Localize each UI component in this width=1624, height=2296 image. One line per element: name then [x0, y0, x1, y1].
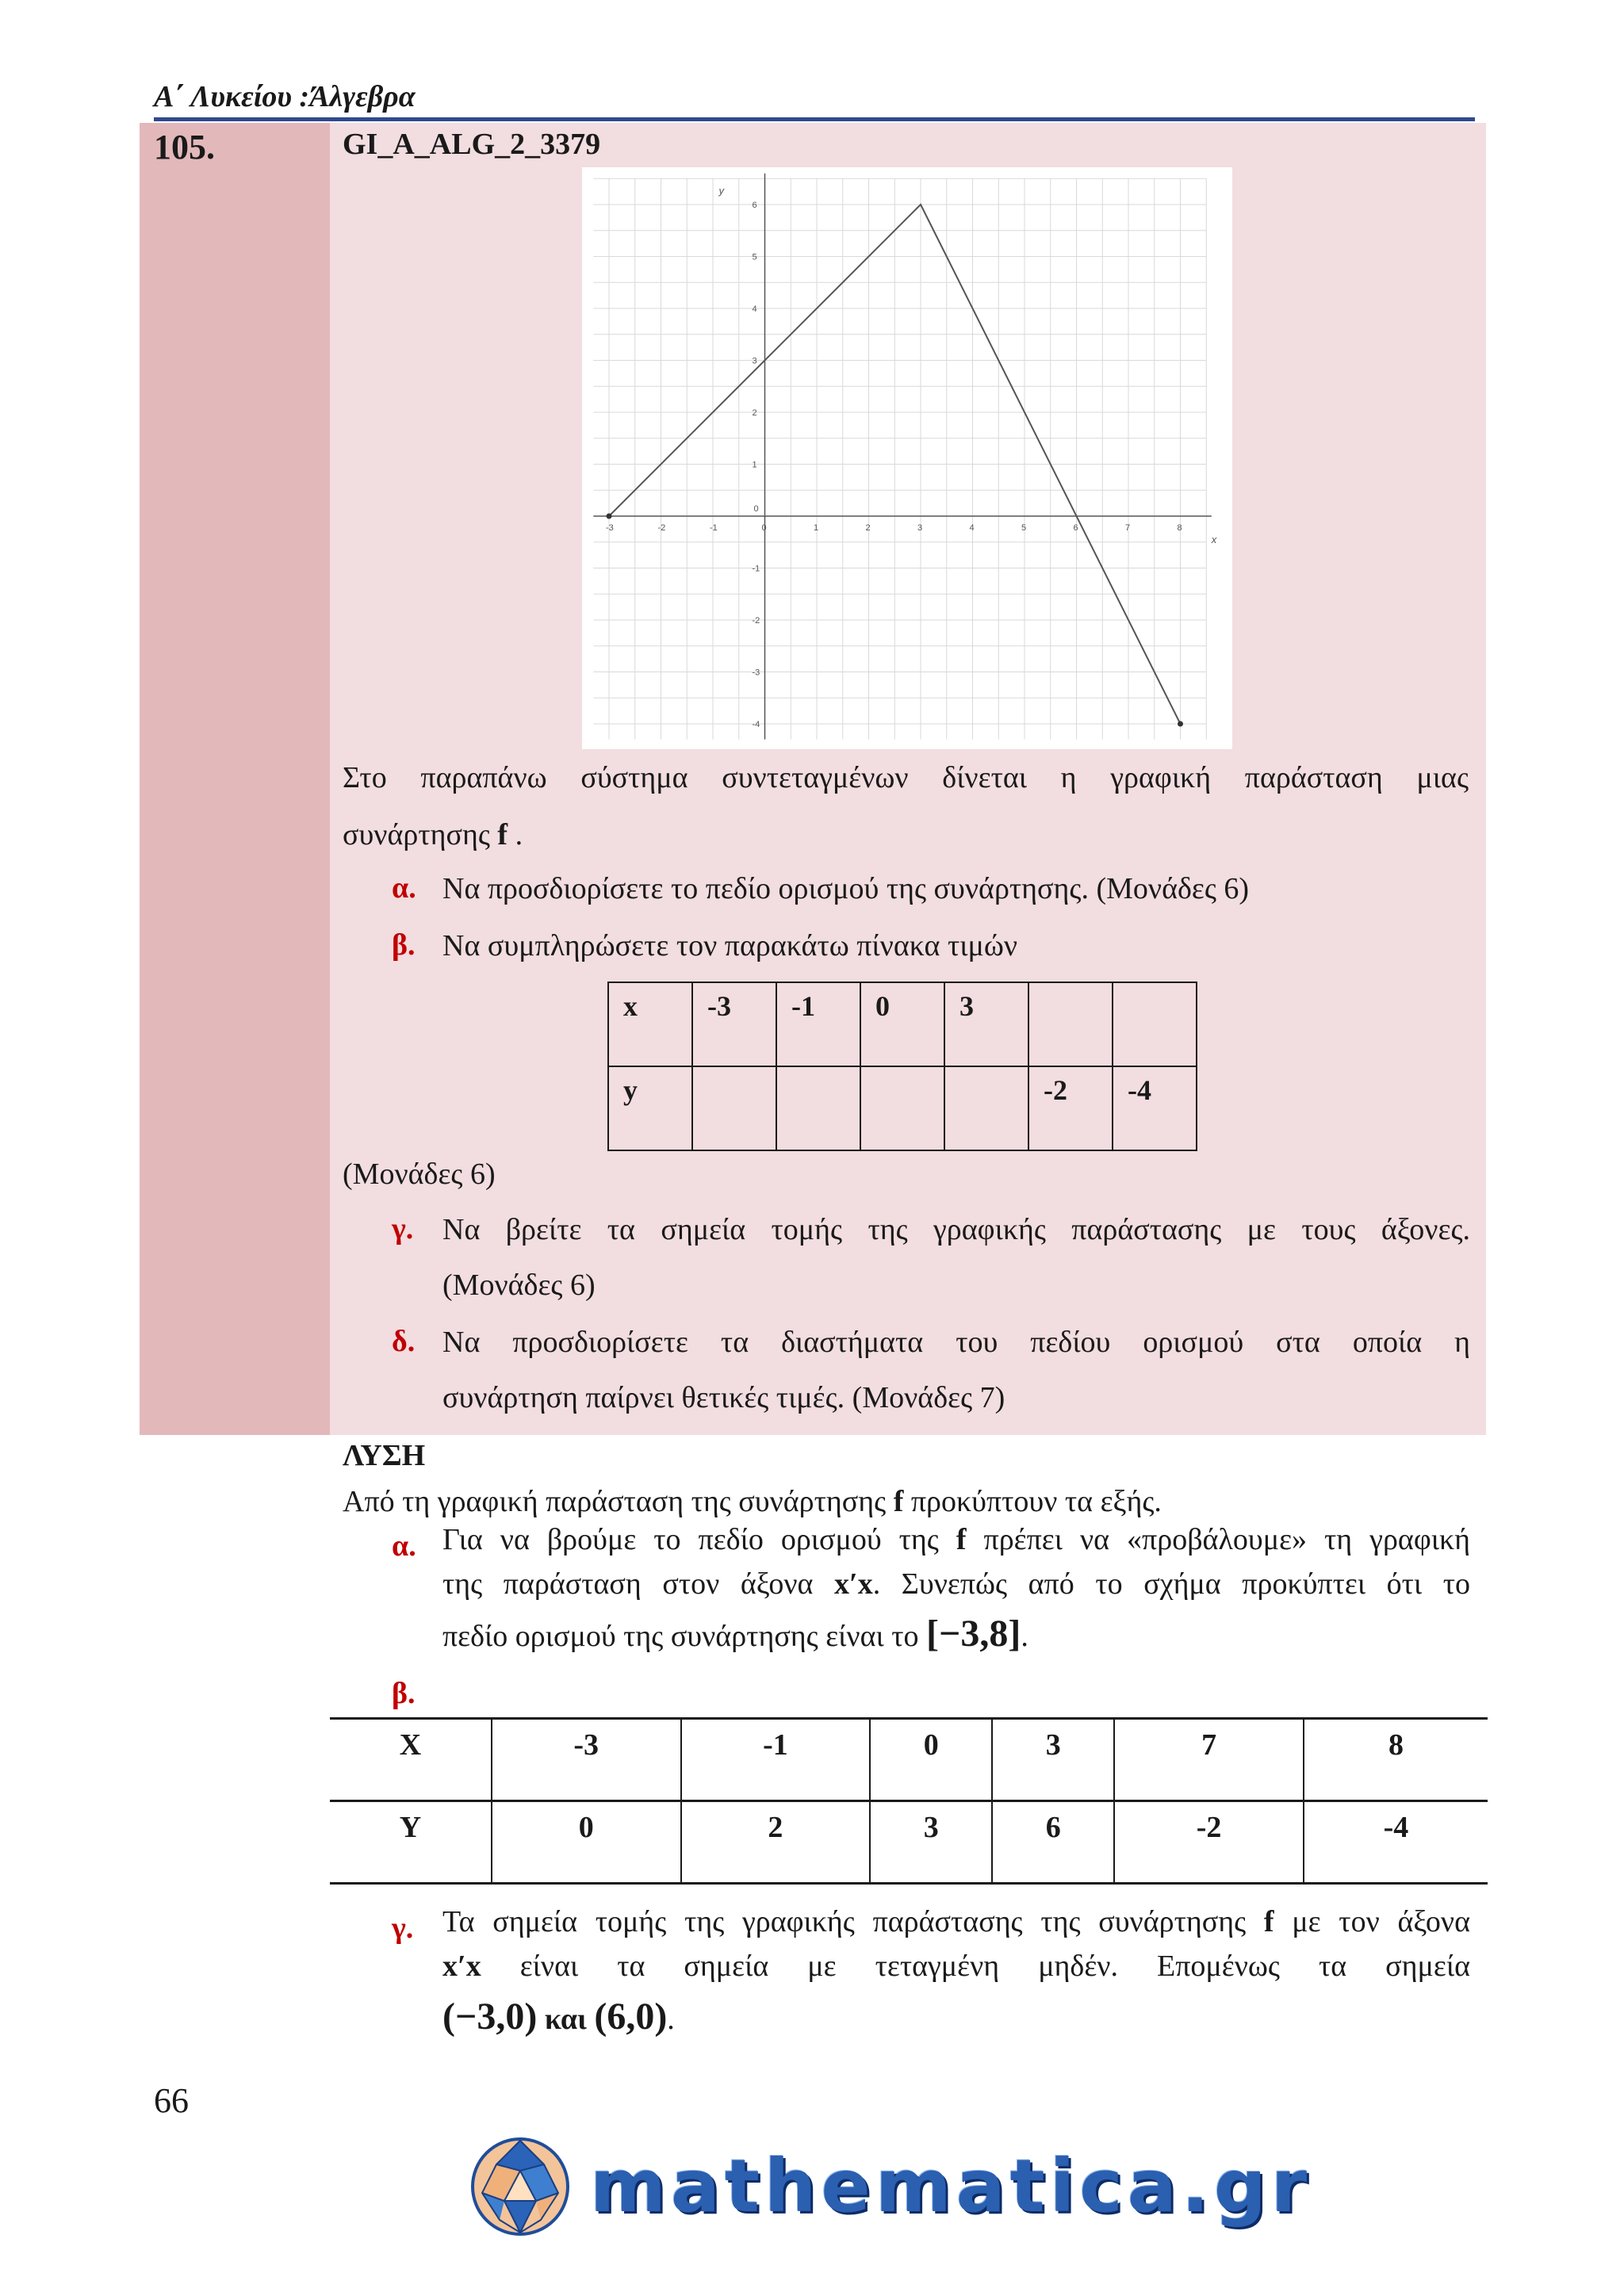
text-part: με τον άξονα [1274, 1905, 1471, 1938]
x-tick-label: -2 [657, 523, 666, 533]
question-a-text: Να προσδιορίσετε το πεδίο ορισμού της συνάρτησης. (Μονάδες 6) [442, 872, 1250, 905]
y-tick-label: 2 [752, 408, 757, 418]
problem-number: 105. [154, 128, 215, 166]
mathematica-logo [465, 2128, 1312, 2247]
table-cell: 0 [870, 1719, 992, 1801]
solution-b-label: β. [392, 1677, 416, 1710]
page-number: 66 [154, 2081, 189, 2120]
x-axis-label: x [1211, 534, 1217, 545]
problem-number-column [140, 123, 330, 1435]
table-cell [944, 1066, 1028, 1150]
table-cell: -4 [1113, 1066, 1197, 1150]
table-cell: y [608, 1066, 692, 1150]
x-tick-label: 8 [1177, 523, 1182, 533]
x-tick-label: 3 [917, 523, 923, 533]
solution-c-line3 [442, 1988, 1470, 2048]
x-tick-label: 1 [814, 523, 819, 533]
table-cell: 7 [1114, 1719, 1304, 1801]
table-cell: 3 [992, 1719, 1114, 1801]
axis-symbol: x′x [834, 1567, 873, 1601]
text-part: της παράσταση στον άξονα [442, 1567, 834, 1601]
function-symbol: f [956, 1523, 967, 1556]
table-cell: X [330, 1719, 492, 1801]
intro-line-2 [343, 818, 523, 851]
table-cell [860, 1066, 944, 1150]
solution-title: ΛΥΣΗ [343, 1439, 426, 1472]
table-cell: -1 [776, 982, 860, 1066]
intersection-point: (6,0) [594, 1996, 668, 2038]
text-part: . [1021, 1620, 1028, 1653]
table-cell [1113, 982, 1197, 1066]
solution-c-label: γ. [392, 1911, 414, 1945]
axis-symbol: x′x [442, 1950, 481, 1983]
data-point [607, 514, 612, 519]
question-d-line1: Να προσδιορίσετε τα διαστήματα του πεδίου ορισμού στα οποία η [442, 1326, 1470, 1359]
y-tick-label: -2 [752, 616, 760, 626]
question-a-label: α. [392, 871, 416, 905]
y-tick-label: -3 [752, 668, 760, 678]
text-part: . Συνεπώς από το σχήμα προκύπτει ότι το [872, 1567, 1470, 1601]
solution-c-text [442, 1900, 1470, 2048]
y-tick-label: 6 [752, 201, 757, 210]
table-cell [776, 1066, 860, 1150]
table-cell: 3 [870, 1801, 992, 1884]
text-part: πεδίο ορισμού της συνάρτησης είναι το [442, 1620, 926, 1653]
intro-end: . [508, 818, 523, 851]
text-part: είναι τα σημεία με τεταγμένη μηδέν. Επομένως τα σημεία [481, 1950, 1470, 1983]
question-b-units: (Μονάδες 6) [343, 1158, 496, 1191]
function-symbol: f [497, 818, 508, 851]
question-b-text: Να συμπληρώσετε τον παρακάτω πίνακα τιμών [442, 929, 1018, 962]
table-cell: 3 [944, 982, 1028, 1066]
question-d-label: δ. [392, 1325, 416, 1358]
text-part: . [667, 2003, 675, 2036]
text-part: πρέπει να «προβάλουμε» τη γραφική [966, 1523, 1470, 1556]
data-point [1178, 721, 1183, 727]
x-tick-label: 4 [969, 523, 975, 533]
y-tick-label: 1 [752, 460, 757, 470]
table-cell [1028, 982, 1113, 1066]
table-cell: -4 [1304, 1801, 1488, 1884]
graph-svg [582, 167, 1232, 749]
y-tick-label: 3 [752, 356, 757, 366]
solution-a-text [442, 1517, 1470, 1664]
x-tick-label: 2 [865, 523, 871, 533]
solution-a-line2 [442, 1562, 1470, 1606]
values-table-solution [330, 1717, 1488, 1885]
table-row-y [330, 1801, 1488, 1884]
y-tick-label: 5 [752, 252, 757, 262]
table-cell: Y [330, 1801, 492, 1884]
question-b-label: β. [392, 928, 416, 962]
solution-a-line1 [442, 1517, 1470, 1562]
domain-interval: [−3,8] [926, 1613, 1021, 1655]
values-table-question [607, 982, 1197, 1151]
table-cell: 8 [1304, 1719, 1488, 1801]
question-c-line2: (Μονάδες 6) [442, 1269, 596, 1302]
page-header-title: Α΄ Λυκείου :Άλγεβρα [154, 80, 416, 113]
table-cell: -2 [1028, 1066, 1113, 1150]
table-cell: 2 [681, 1801, 871, 1884]
table-cell: 0 [860, 982, 944, 1066]
solution-c-line2 [442, 1944, 1470, 1988]
question-c-text [442, 1202, 1470, 1313]
table-cell: 6 [992, 1801, 1114, 1884]
x-tick-label: 7 [1125, 523, 1131, 533]
x-tick-label: -3 [606, 523, 614, 533]
table-cell: -3 [492, 1719, 681, 1801]
y-tick-label: 4 [752, 304, 757, 314]
table-cell: x [608, 982, 692, 1066]
y-tick-label: 0 [753, 504, 759, 514]
question-d-line2: συνάρτηση παίρνει θετικές τιμές. (Μονάδες 7) [442, 1381, 1005, 1414]
y-axis-label: y [718, 184, 724, 197]
x-tick-label: -1 [710, 523, 718, 533]
table-cell: -1 [681, 1719, 871, 1801]
question-d-text [442, 1314, 1470, 1425]
solution-intro-end: προκύπτουν τα εξής. [903, 1485, 1162, 1518]
table-cell: 0 [492, 1801, 681, 1884]
logo-text: mathematica.gr [590, 2144, 1312, 2229]
intro-line-1: Στο παραπάνω σύστημα συντεταγμένων δίνεται η γραφική παράσταση μιας [343, 761, 1469, 794]
function-symbol: f [1263, 1905, 1274, 1938]
text-part: και [537, 2003, 595, 2036]
x-tick-label: 5 [1021, 523, 1027, 533]
table-row-x [330, 1719, 1488, 1801]
text-part: Τα σημεία τομής της γραφικής παράστασης της συνάρτησης [442, 1905, 1264, 1938]
text-part: Για να βρούμε το πεδίο ορισμού της [442, 1523, 956, 1556]
solution-a-line3 [442, 1606, 1470, 1664]
x-tick-label: 0 [761, 523, 767, 533]
solution-intro-text: Από τη γραφική παράσταση της συνάρτησης [343, 1485, 894, 1518]
function-graph [582, 167, 1232, 749]
x-tick-label: 6 [1073, 523, 1078, 533]
table-cell: -2 [1114, 1801, 1304, 1884]
problem-code: GI_A_ALG_2_3379 [343, 128, 601, 161]
table-cell: -3 [692, 982, 776, 1066]
y-tick-label: -4 [752, 720, 760, 729]
table-row-x [608, 982, 1197, 1066]
intersection-point: (−3,0) [442, 1996, 538, 2038]
solution-c-line1 [442, 1900, 1470, 1944]
icosahedron-logo-icon [465, 2131, 576, 2242]
header-rule [154, 117, 1475, 121]
solution-a-label: α. [392, 1529, 416, 1563]
y-tick-label: -1 [752, 564, 760, 574]
function-symbol: f [893, 1485, 904, 1518]
problem-intro [343, 749, 1469, 863]
question-c-line1: Να βρείτε τα σημεία τομής της γραφικής παράστασης με τους άξονες. [442, 1213, 1470, 1246]
question-c-label: γ. [392, 1212, 414, 1246]
intro-text: συνάρτησης [343, 818, 498, 851]
table-row-y [608, 1066, 1197, 1150]
table-cell [692, 1066, 776, 1150]
